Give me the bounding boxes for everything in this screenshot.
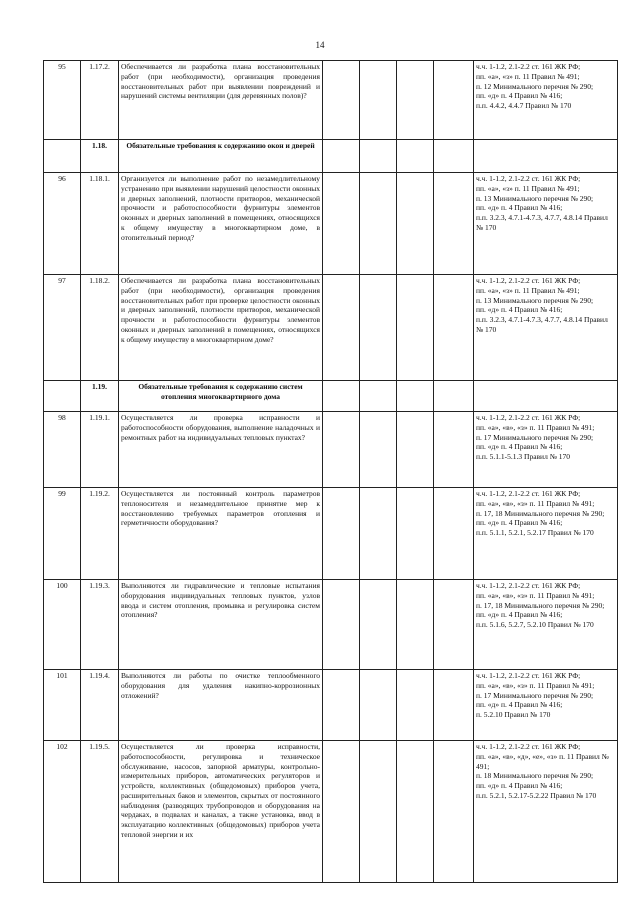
section-code: 1.18. (81, 140, 119, 173)
legal-references: ч.ч. 1-1.2, 2.1-2.2 ст. 161 ЖК РФ; пп. «а», «з» п. 11 Правил № 491; п. 13 Минимального перечня № 290; пп. «д» п. 4 Правил № 416; п.п. 3.2.3, 4.7.1-4.7.3, 4.7.7, 4.8.14 Правил № 170 (474, 173, 618, 275)
item-code: 1.19.2. (81, 488, 119, 580)
item-code: 1.17.2. (81, 61, 119, 140)
answer-cell[interactable] (434, 381, 474, 412)
item-code: 1.19.5. (81, 741, 119, 883)
answer-cell[interactable] (397, 580, 434, 670)
checklist-table (43, 60, 618, 883)
row-number-cell (44, 381, 81, 412)
item-code: 1.19.4. (81, 670, 119, 741)
table-row (44, 173, 618, 275)
table-row (44, 412, 618, 488)
question-text: Выполняются ли работы по очистке теплообменного оборудования для удаления накипно-коррозионных отложений? (119, 670, 323, 741)
answer-cell[interactable] (323, 488, 360, 580)
legal-references: ч.ч. 1-1.2, 2.1-2.2 ст. 161 ЖК РФ; пп. «а», «з» п. 11 Правил № 491; п. 13 Минимального перечня № 290; пп. «д» п. 4 Правил № 416; п.п. 3.2.3, 4.7.1-4.7.3, 4.7.7, 4.8.14 Правил № 170 (474, 275, 618, 381)
answer-cell[interactable] (397, 741, 434, 883)
answer-cell[interactable] (434, 275, 474, 381)
answer-cell[interactable] (397, 381, 434, 412)
section-code: 1.19. (81, 381, 119, 412)
question-text: Осуществляется ли проверка исправности, работоспособности, регулировка и техническое обслуживание, насосов, запорной арматуры, контрольно-измерительных приборов, автоматических регуляторов и устройств, коллективных (общедомовых) приборов учета, расширительных баков и элементов, скрытых от постоянного наблюдения (разводящих трубопроводов и оборудования на чердаках, в подвалах и каналах, а также установка, ввод в эксплуатацию коллективных (общедомовых) приборов учета тепловой энергии и их (119, 741, 323, 883)
answer-cell[interactable] (360, 412, 397, 488)
answer-cell[interactable] (360, 140, 397, 173)
row-number: 98 (44, 412, 81, 488)
answer-cell[interactable] (323, 140, 360, 173)
refs-cell (474, 140, 618, 173)
answer-cell[interactable] (397, 488, 434, 580)
answer-cell[interactable] (360, 381, 397, 412)
question-text: Осуществляется ли постоянный контроль параметров теплоносителя и незамедлительное принятие мер к восстановлению требуемых параметров отопления и герметичности оборудования? (119, 488, 323, 580)
section-title: Обязательные требования к содержанию окон и дверей (119, 140, 323, 173)
table-row (44, 670, 618, 741)
row-number: 95 (44, 61, 81, 140)
answer-cell[interactable] (434, 61, 474, 140)
answer-cell[interactable] (323, 670, 360, 741)
table-row (44, 275, 618, 381)
item-code: 1.19.3. (81, 580, 119, 670)
row-number: 101 (44, 670, 81, 741)
page-number: 14 (315, 40, 325, 50)
answer-cell[interactable] (397, 140, 434, 173)
table-row (44, 61, 618, 140)
legal-references: ч.ч. 1-1.2, 2.1-2.2 ст. 161 ЖК РФ; пп. «а», «в», «з» п. 11 Правил № 491; п. 17, 18 Минимального перечня № 290; пп. «д» п. 4 Правил № 416; п.п. 5.1.1, 5.2.1, 5.2.17 Правил № 170 (474, 488, 618, 580)
legal-references: ч.ч. 1-1.2, 2.1-2.2 ст. 161 ЖК РФ; пп. «а», «в», «з» п. 11 Правил № 491; п. 17 Минимального перечня № 290; пп. «д» п. 4 Правил № 416; п.п. 5.1.1-5.1.3 Правил № 170 (474, 412, 618, 488)
section-row (44, 381, 618, 412)
item-code: 1.18.2. (81, 275, 119, 381)
answer-cell[interactable] (434, 580, 474, 670)
answer-cell[interactable] (323, 580, 360, 670)
answer-cell[interactable] (360, 741, 397, 883)
answer-cell[interactable] (434, 488, 474, 580)
answer-cell[interactable] (434, 173, 474, 275)
legal-references: ч.ч. 1-1.2, 2.1-2.2 ст. 161 ЖК РФ; пп. «а», «в», «д», «е», «з» п. 11 Правил № 491; п. 18 Минимального перечня № 290; пп. «д» п. 4 Правил № 416; п.п. 5.2.1, 5.2.17-5.2.22 Правил № 170 (474, 741, 618, 883)
answer-cell[interactable] (397, 61, 434, 140)
row-number: 97 (44, 275, 81, 381)
answer-cell[interactable] (360, 670, 397, 741)
question-text: Осуществляется ли проверка исправности и работоспособности оборудования, выполнение наладочных и ремонтных работ на индивидуальных тепловых пунктах? (119, 412, 323, 488)
answer-cell[interactable] (323, 741, 360, 883)
answer-cell[interactable] (397, 670, 434, 741)
answer-cell[interactable] (323, 412, 360, 488)
legal-references: ч.ч. 1-1.2, 2.1-2.2 ст. 161 ЖК РФ; пп. «а», «з» п. 11 Правил № 491; п. 12 Минимального перечня № 290; пп. «д» п. 4 Правил № 416; п.п. 4.4.2, 4.4.7 Правил № 170 (474, 61, 618, 140)
answer-cell[interactable] (434, 412, 474, 488)
question-text: Обеспечивается ли разработка плана восстановительных работ (при необходимости), организация проведения восстановительных работ при проверке целостности оконных и дверных заполнений, плотности притворов, механической прочности и работоспособности фурнитуры элементов оконных и дверных заполнений в помещениях, относящихся к общему имуществу в многоквартирном доме? (119, 275, 323, 381)
answer-cell[interactable] (397, 275, 434, 381)
table-row (44, 488, 618, 580)
question-text: Организуется ли выполнение работ по незамедлительному устранению при выявлении нарушений целостности оконных и дверных заполнений, плотности притворов, механической прочности и работоспособности фурнитуры элементов оконных и дверных заполнений в помещениях, относящихся к общему имуществу в многоквартирном доме, в отопительный период? (119, 173, 323, 275)
row-number: 99 (44, 488, 81, 580)
row-number-cell (44, 140, 81, 173)
question-text: Выполняются ли гидравлические и тепловые испытания оборудования индивидуальных тепловых пунктов, узлов ввода и систем отопления, промывка и регулировка систем отопления? (119, 580, 323, 670)
legal-references: ч.ч. 1-1.2, 2.1-2.2 ст. 161 ЖК РФ; пп. «а», «в», «з» п. 11 Правил № 491; п. 17, 18 Минимального перечня № 290; пп. «д» п. 4 Правил № 416; п.п. 5.1.6, 5.2.7, 5.2.10 Правил № 170 (474, 580, 618, 670)
answer-cell[interactable] (397, 412, 434, 488)
refs-cell (474, 381, 618, 412)
answer-cell[interactable] (434, 140, 474, 173)
legal-references: ч.ч. 1-1.2, 2.1-2.2 ст. 161 ЖК РФ; пп. «а», «в», «з» п. 11 Правил № 491; п. 17 Минимального перечня № 290; пп. «д» п. 4 Правил № 416; п. 5.2.10 Правил № 170 (474, 670, 618, 741)
answer-cell[interactable] (360, 173, 397, 275)
answer-cell[interactable] (434, 741, 474, 883)
answer-cell[interactable] (434, 670, 474, 741)
row-number: 96 (44, 173, 81, 275)
answer-cell[interactable] (323, 173, 360, 275)
item-code: 1.19.1. (81, 412, 119, 488)
row-number: 100 (44, 580, 81, 670)
answer-cell[interactable] (323, 275, 360, 381)
answer-cell[interactable] (397, 173, 434, 275)
answer-cell[interactable] (360, 61, 397, 140)
answer-cell[interactable] (360, 580, 397, 670)
item-code: 1.18.1. (81, 173, 119, 275)
section-row (44, 140, 618, 173)
answer-cell[interactable] (323, 381, 360, 412)
answer-cell[interactable] (323, 61, 360, 140)
answer-cell[interactable] (360, 488, 397, 580)
section-title: Обязательные требования к содержанию систем отопления многоквартирного дома (119, 381, 323, 412)
answer-cell[interactable] (360, 275, 397, 381)
row-number: 102 (44, 741, 81, 883)
question-text: Обеспечивается ли разработка плана восстановительных работ (при необходимости), организация проведения восстановительных работ при выявлении повреждений и нарушений системы вентиляции (для деревянных полов)? (119, 61, 323, 140)
table-row (44, 580, 618, 670)
table-row (44, 741, 618, 883)
